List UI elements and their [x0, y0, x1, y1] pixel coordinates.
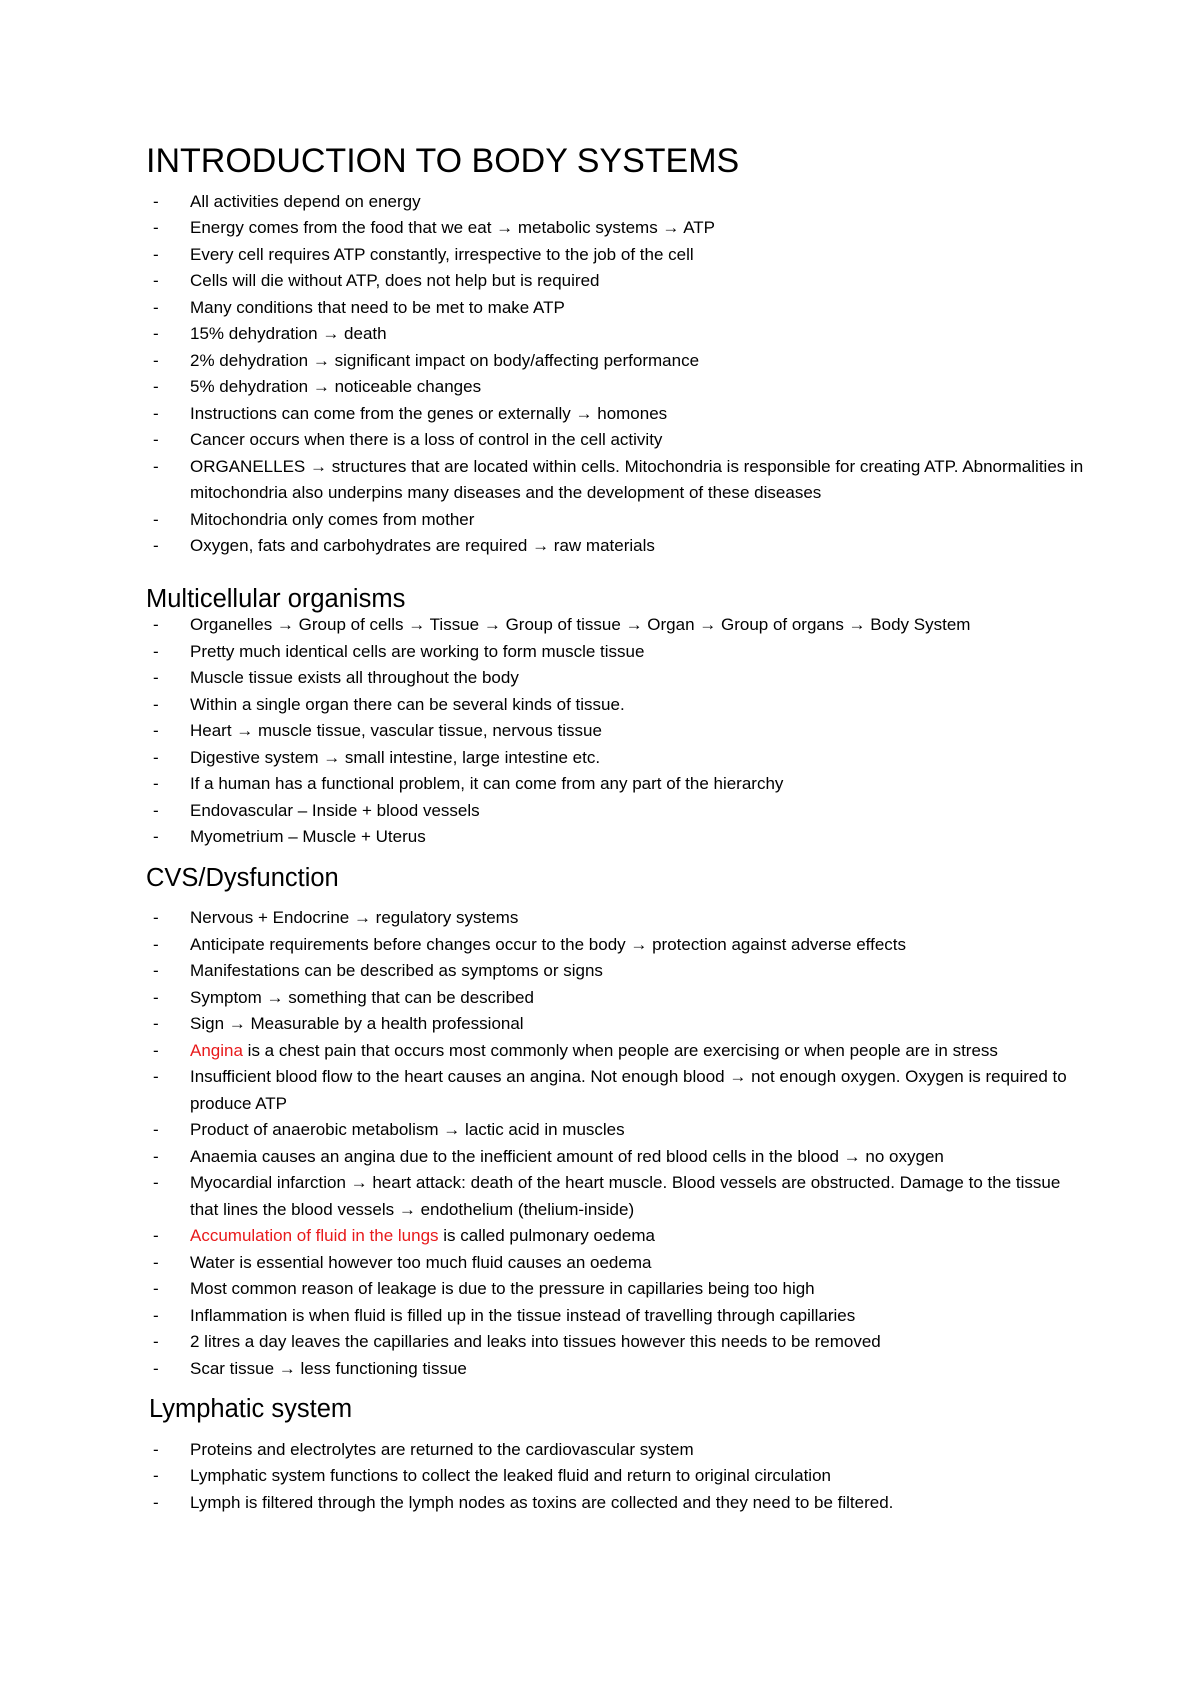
section-heading: CVS/Dysfunction	[146, 863, 339, 892]
list-item-text: Energy comes from the food that we eat → metabolic systems → ATP	[190, 218, 716, 237]
list-item-text: Pretty much identical cells are working to form muscle tissue	[190, 641, 645, 661]
bullet-dash: -	[153, 774, 159, 793]
list-item-text: Water is essential however too much fluid causes an oedema	[190, 1252, 652, 1272]
bullet-dash: -	[153, 1067, 159, 1086]
bullet-dash: -	[153, 509, 159, 529]
list-item-text: Instructions can come from the genes or externally → homones	[190, 403, 668, 423]
list-item-text: Cancer occurs when there is a loss of control in the cell activity	[190, 430, 663, 449]
list-item	[146, 242, 1090, 269]
list-item-text: Insufficient blood flow to the heart causes an angina. Not enough blood → not enough oxygen. Oxygen is required to produce ATP	[190, 1067, 1067, 1113]
list-item	[146, 665, 1090, 692]
bullet-dash: -	[153, 1146, 159, 1166]
list-item-text: Manifestations can be described as symptoms or signs	[190, 961, 603, 980]
list-item	[146, 1329, 1090, 1356]
highlighted-term: Angina	[190, 1040, 243, 1060]
list-item-text: Heart → muscle tissue, vascular tissue, nervous tissue	[190, 721, 602, 740]
list-item-text: Oxygen, fats and carbohydrates are required → raw materials	[190, 536, 655, 555]
list-item-text: Within a single organ there can be several kinds of tissue.	[190, 694, 625, 714]
bullet-dash: -	[153, 1466, 159, 1485]
list-item-text: Most common reason of leakage is due to the pressure in capillaries being too high	[190, 1279, 815, 1298]
section-heading: Multicellular organisms	[146, 584, 406, 613]
list-item	[146, 1356, 1090, 1383]
list-item-text: Product of anaerobic metabolism → lactic acid in muscles	[190, 1120, 625, 1139]
bullet-list	[146, 905, 1090, 1382]
list-item	[146, 1144, 1090, 1171]
highlighted-term: Accumulation of fluid in the lungs	[190, 1226, 439, 1245]
list-item	[146, 798, 1090, 825]
list-item	[146, 958, 1090, 985]
list-item	[146, 1437, 1090, 1464]
list-item	[146, 189, 1090, 216]
list-item	[146, 507, 1090, 534]
list-item-text: is a chest pain that occurs most commonly when people are exercising or when people are in stress	[242, 1040, 998, 1060]
bullet-dash: -	[153, 1252, 159, 1272]
list-item-text: Digestive system → small intestine, large intestine etc.	[190, 747, 601, 767]
bullet-dash: -	[153, 430, 159, 449]
bullet-dash: -	[153, 1305, 159, 1325]
bullet-dash: -	[153, 934, 159, 954]
bullet-dash: -	[153, 1492, 159, 1512]
bullet-dash: -	[153, 1358, 159, 1378]
list-item-text: Every cell requires ATP constantly, irrespective to the job of the cell	[190, 244, 694, 264]
list-item	[146, 348, 1090, 375]
list-item-text: Cells will die without ATP, does not help but is required	[190, 271, 600, 290]
bullet-dash: -	[153, 218, 159, 237]
list-item	[146, 1170, 1090, 1223]
list-item	[146, 1117, 1090, 1144]
list-item-text: Nervous + Endocrine → regulatory systems	[190, 908, 519, 927]
list-item-text: Inflammation is when fluid is filled up in the tissue instead of travelling through capillaries	[190, 1305, 856, 1325]
bullet-dash: -	[153, 297, 159, 317]
bullet-dash: -	[153, 324, 159, 343]
list-item	[146, 268, 1090, 295]
list-item	[146, 533, 1090, 560]
section-heading: Lymphatic system	[149, 1395, 353, 1423]
bullet-dash: -	[153, 191, 159, 211]
bullet-dash: -	[153, 1014, 159, 1033]
bullet-dash: -	[153, 456, 159, 476]
list-item	[146, 1011, 1090, 1038]
list-item-text: Endovascular – Inside + blood vessels	[190, 800, 480, 820]
list-item	[146, 321, 1090, 348]
list-item	[146, 639, 1090, 666]
list-item	[146, 612, 1090, 639]
list-item-text: Mitochondria only comes from mother	[190, 509, 475, 529]
list-item-text: Anaemia causes an angina due to the inefficient amount of red blood cells in the blood → no oxygen	[190, 1146, 944, 1166]
bullet-dash: -	[153, 747, 159, 767]
bullet-dash: -	[153, 536, 159, 555]
bullet-list	[146, 612, 1090, 851]
list-item	[146, 427, 1090, 454]
bullet-dash: -	[153, 721, 159, 740]
bullet-dash: -	[153, 1040, 159, 1060]
list-item	[146, 1038, 1090, 1065]
list-item	[146, 824, 1090, 851]
bullet-dash: -	[153, 1439, 159, 1459]
bullet-dash: -	[153, 244, 159, 264]
bullet-dash: -	[153, 800, 159, 820]
list-item-text: If a human has a functional problem, it can come from any part of the hierarchy	[190, 774, 784, 793]
bullet-list	[146, 1437, 1090, 1517]
list-item	[146, 374, 1090, 401]
bullet-dash: -	[153, 1279, 159, 1298]
bullet-dash: -	[153, 1173, 159, 1192]
list-item-text: Lymph is filtered through the lymph nodes as toxins are collected and they need to be filtered.	[190, 1492, 894, 1512]
bullet-dash: -	[153, 350, 159, 370]
list-item	[146, 1463, 1090, 1490]
list-item	[146, 1490, 1090, 1517]
bullet-dash: -	[153, 641, 159, 661]
list-item-text: Lymphatic system functions to collect the leaked fluid and return to original circulation	[190, 1466, 831, 1485]
list-item-text: is called pulmonary oedema	[438, 1226, 655, 1245]
list-item-text: Anticipate requirements before changes occur to the body → protection against adverse effects	[190, 934, 906, 954]
list-item	[146, 295, 1090, 322]
bullet-dash: -	[153, 1332, 159, 1351]
list-item	[146, 718, 1090, 745]
list-item-text: Organelles → Group of cells → Tissue → Group of tissue → Organ → Group of organs → Body System	[190, 615, 971, 634]
list-item-text: Symptom → something that can be described	[190, 987, 534, 1007]
bullet-dash: -	[153, 827, 159, 846]
list-item	[146, 692, 1090, 719]
section-heading: INTRODUCTION TO BODY SYSTEMS	[146, 142, 740, 180]
list-item-text: Proteins and electrolytes are returned to the cardiovascular system	[190, 1439, 694, 1459]
list-item-text: Sign → Measurable by a health professional	[190, 1014, 524, 1033]
bullet-dash: -	[153, 961, 159, 980]
bullet-dash: -	[153, 694, 159, 714]
list-item	[146, 1064, 1090, 1117]
bullet-list	[146, 189, 1090, 560]
bullet-dash: -	[153, 271, 159, 290]
list-item-text: Scar tissue → less functioning tissue	[190, 1358, 467, 1378]
list-item-text: Myocardial infarction → heart attack: death of the heart muscle. Blood vessels are obstructed. Damage to the tissue that lines the blood vessels → endothelium (thelium-inside)	[190, 1173, 1061, 1219]
list-item-text: 2 litres a day leaves the capillaries and leaks into tissues however this needs to be removed	[190, 1332, 881, 1351]
list-item	[146, 1303, 1090, 1330]
bullet-dash: -	[153, 987, 159, 1007]
bullet-dash: -	[153, 668, 159, 687]
list-item	[146, 905, 1090, 932]
list-item	[146, 932, 1090, 959]
list-item-text: 5% dehydration → noticeable changes	[190, 377, 482, 396]
list-item	[146, 401, 1090, 428]
list-item-text: All activities depend on energy	[190, 191, 421, 211]
list-item	[146, 771, 1090, 798]
bullet-dash: -	[153, 1120, 159, 1139]
list-item	[146, 985, 1090, 1012]
list-item	[146, 1276, 1090, 1303]
list-item-text: Muscle tissue exists all throughout the body	[190, 668, 519, 687]
list-item	[146, 745, 1090, 772]
list-item-text: Many conditions that need to be met to make ATP	[190, 297, 565, 317]
list-item-text: Myometrium – Muscle + Uterus	[190, 827, 426, 846]
list-item	[146, 1223, 1090, 1250]
list-item-text: ORGANELLES → structures that are located within cells. Mitochondria is responsible for creating ATP. Abnormalities in mitochondria also underpins many diseases and the development of these diseases	[190, 456, 1084, 502]
list-item-text: 15% dehydration → death	[190, 324, 387, 343]
bullet-dash: -	[153, 1226, 159, 1245]
list-item	[146, 215, 1090, 242]
list-item	[146, 454, 1090, 507]
bullet-dash: -	[153, 377, 159, 396]
bullet-dash: -	[153, 615, 159, 634]
list-item-text: 2% dehydration → significant impact on body/affecting performance	[190, 350, 700, 370]
bullet-dash: -	[153, 908, 159, 927]
bullet-dash: -	[153, 403, 159, 423]
list-item	[146, 1250, 1090, 1277]
